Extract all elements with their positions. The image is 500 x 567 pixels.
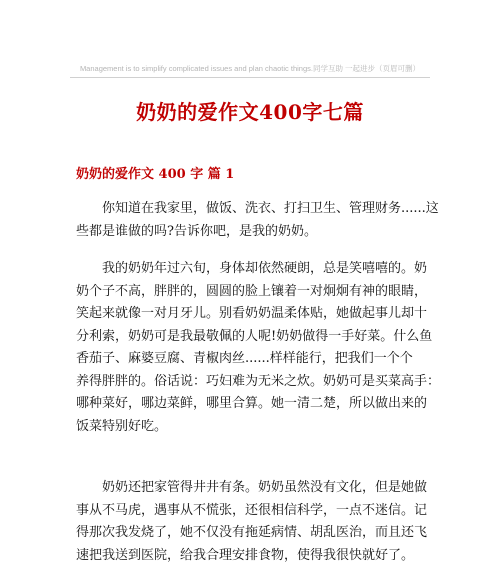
paragraph-line: 事从不马虎，遇事从不慌张，还很相信科学，一点不迷信。记: [76, 500, 426, 523]
paragraph-line: 你知道在我家里，做饭、洗衣、打扫卫生、管理财务......这: [76, 198, 426, 221]
paragraph-line: 奶奶还把家管得井井有条。奶奶虽然没有文化，但是她做: [76, 477, 426, 500]
page-header-note: Management is to simplify complicated issues and plan chaotic things.同学互助 一起进步（页眉可删）: [0, 63, 500, 74]
paragraph-line: 奶个子不高，胖胖的，圆圆的脸上镶着一对炯炯有神的眼睛，: [76, 281, 426, 304]
paragraph-line: 哪种菜好，哪边菜鲜，哪里合算。她一清二楚，所以做出来的: [76, 393, 426, 416]
paragraph-line: 些都是谁做的吗?告诉你吧，是我的奶奶。: [76, 221, 426, 244]
paragraph-line: 得那次我发烧了，她不仅没有拖延病情、胡乱医治，而且还飞: [76, 522, 426, 545]
paragraph-line: 香茄子、麻婆豆腐、青椒肉丝......样样能行，把我们一个个: [76, 348, 426, 371]
paragraph-line: 我的奶奶年过六旬，身体却依然硬朗，总是笑嘻嘻的。奶: [76, 258, 426, 281]
paragraph-2: [76, 258, 426, 438]
section-heading: 奶奶的爱作文 400 字 篇 1: [76, 163, 234, 182]
paragraph-line: 养得胖胖的。俗话说：巧妇难为无米之炊。奶奶可是买菜高手：: [76, 371, 426, 394]
document-title: 奶奶的爱作文400字七篇: [0, 96, 500, 125]
header-divider: [70, 77, 430, 78]
paragraph-line: 饭菜特别好吃。: [76, 416, 426, 439]
paragraph-1: [76, 198, 426, 243]
paragraph-3: [76, 477, 426, 567]
paragraph-line: 笑起来就像一对月牙儿。别看奶奶温柔体贴，她做起事儿却十: [76, 303, 426, 326]
paragraph-line: 分利索，奶奶可是我最敬佩的人呢!奶奶做得一手好菜。什么鱼: [76, 326, 426, 349]
paragraph-line: 速把我送到医院，给我合理安排食物，使得我很快就好了。: [76, 545, 426, 567]
